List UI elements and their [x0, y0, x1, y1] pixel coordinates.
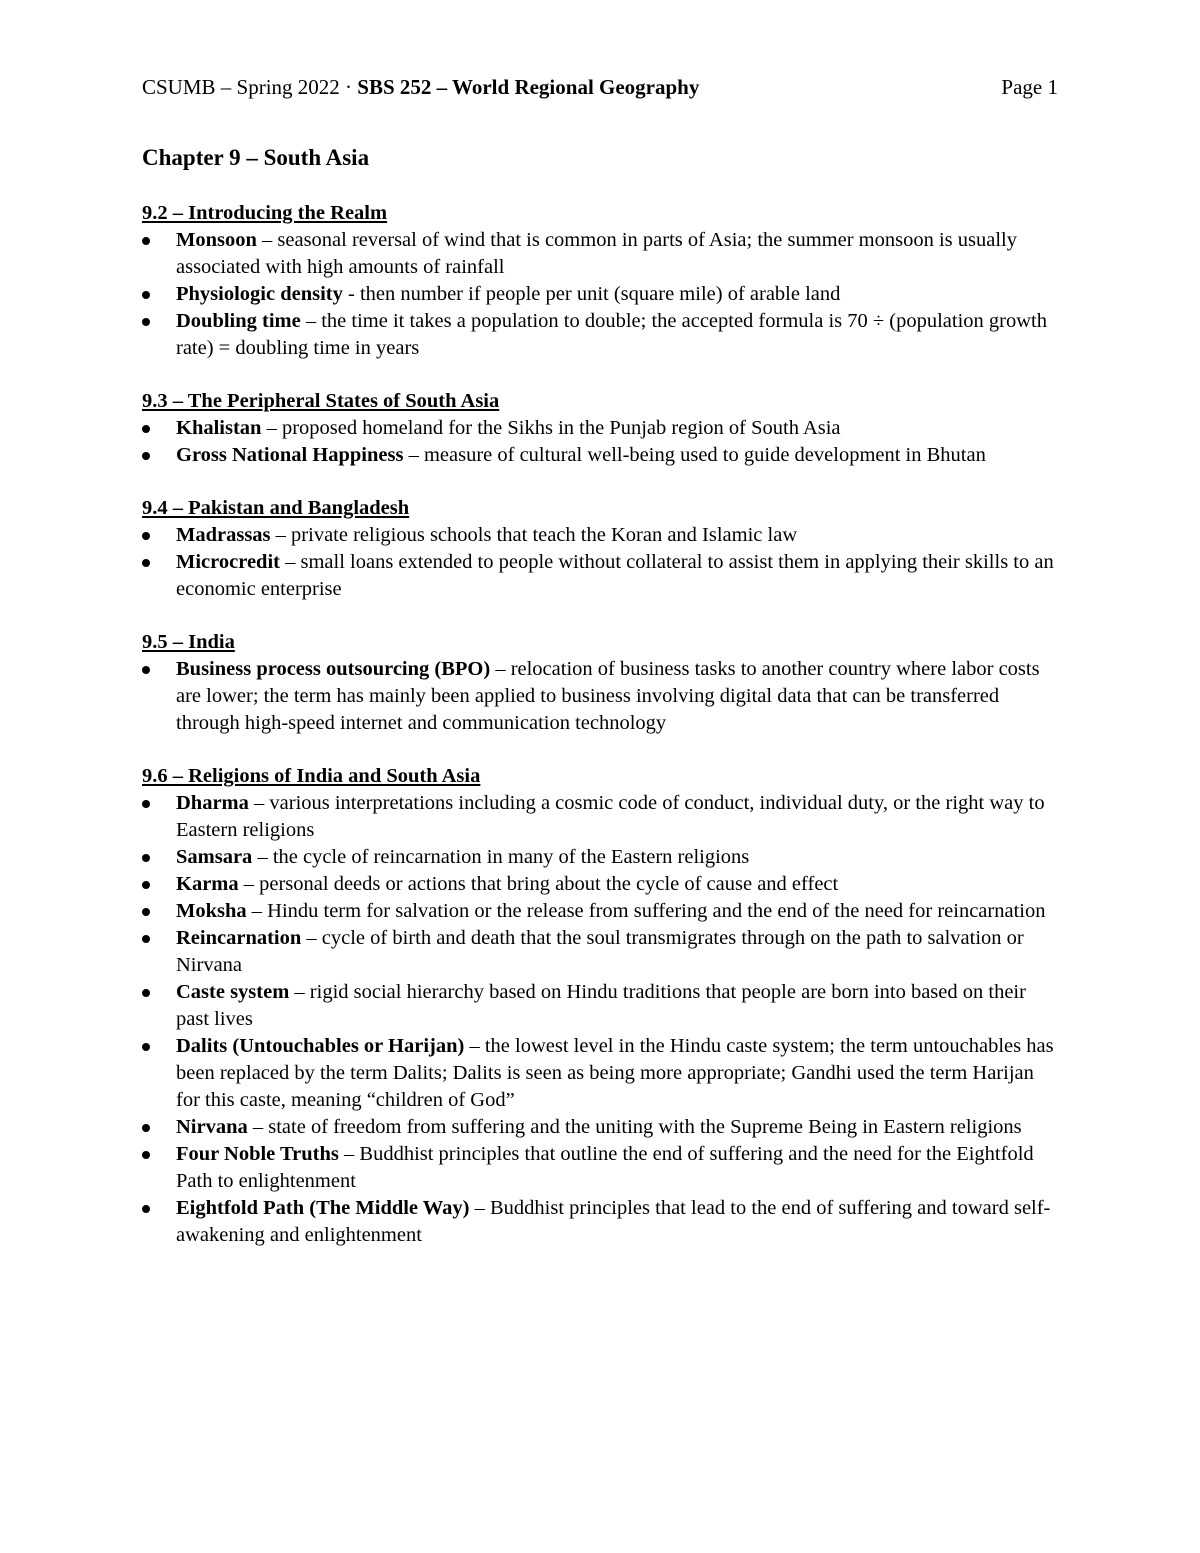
term-name: Monsoon [176, 229, 257, 251]
term-definition: – relocation of business tasks to another country where labor costs are lower; the term has mainly been applied to business involving digital data that can be transferred through high-speed internet and communication technology [176, 658, 1040, 734]
term-definition: – rigid social hierarchy based on Hindu traditions that people are born into based on their past lives [176, 981, 1026, 1030]
term-name: Reincarnation [176, 927, 302, 949]
term-definition: – the lowest level in the Hindu caste system; the term untouchables has been replaced by the term Dalits; Dalits is seen as being more appropriate; Gandhi used the term Harijan for this caste, meaning “children of God” [176, 1035, 1054, 1111]
term-name: Business process outsourcing (BPO) [176, 658, 491, 680]
term-list [142, 415, 1058, 469]
bullet-icon [142, 559, 150, 567]
term-definition: – Hindu term for salvation or the release from suffering and the end of the need for reincarnation [246, 900, 1046, 922]
bullet-icon [142, 908, 150, 916]
list-item [142, 925, 1058, 979]
list-item [142, 1033, 1058, 1114]
list-item [142, 979, 1058, 1033]
bullet-icon [142, 881, 150, 889]
term-name: Khalistan [176, 417, 262, 439]
list-item [142, 415, 1058, 442]
section [142, 763, 1058, 1249]
term-name: Eightfold Path (The Middle Way) [176, 1197, 470, 1219]
list-item [142, 1114, 1058, 1141]
term-definition: – various interpretations including a cosmic code of conduct, individual duty, or the right way to Eastern religions [176, 792, 1045, 841]
section-heading: 9.3 – The Peripheral States of South Asia [142, 390, 500, 412]
course-prefix: CSUMB – Spring 2022 · [142, 75, 358, 99]
section-heading: 9.6 – Religions of India and South Asia [142, 765, 481, 787]
bullet-icon [142, 1043, 150, 1051]
term-name: Physiologic density [176, 283, 343, 305]
list-item [142, 549, 1058, 603]
bullet-icon [142, 935, 150, 943]
term-definition: – seasonal reversal of wind that is common in parts of Asia; the summer monsoon is usually associated with high amounts of rainfall [176, 229, 1017, 278]
term-definition: – cycle of birth and death that the soul transmigrates through on the path to salvation or Nirvana [176, 927, 1024, 976]
term-name: Caste system [176, 981, 290, 1003]
course-title: SBS 252 – World Regional Geography [357, 75, 700, 99]
list-item [142, 790, 1058, 844]
bullet-icon [142, 318, 150, 326]
list-item [142, 227, 1058, 281]
bullet-icon [142, 291, 150, 299]
list-item [142, 656, 1058, 737]
list-item [142, 1195, 1058, 1249]
list-item [142, 1141, 1058, 1195]
list-item [142, 844, 1058, 871]
bullet-icon [142, 237, 150, 245]
term-name: Gross National Happiness [176, 444, 404, 466]
list-item [142, 898, 1058, 925]
term-name: Four Noble Truths [176, 1143, 339, 1165]
bullet-icon [142, 1124, 150, 1132]
term-definition: – small loans extended to people without collateral to assist them in applying their skills to an economic enterprise [176, 551, 1054, 600]
list-item [142, 522, 1058, 549]
term-definition: – the time it takes a population to double; the accepted formula is 70 ÷ (population growth rate) = doubling time in years [176, 310, 1047, 359]
term-definition: – the cycle of reincarnation in many of the Eastern religions [252, 846, 750, 868]
page-number: Page 1 [1001, 75, 1058, 99]
chapter-title: Chapter 9 – South Asia [142, 145, 370, 170]
list-item [142, 281, 1058, 308]
bullet-icon [142, 989, 150, 997]
page-header [142, 72, 1058, 102]
term-name: Dharma [176, 792, 249, 814]
term-name: Madrassas [176, 524, 271, 546]
document-body [142, 140, 1058, 1275]
term-list [142, 522, 1058, 603]
bullet-icon [142, 425, 150, 433]
bullet-icon [142, 532, 150, 540]
section [142, 629, 1058, 737]
term-definition: - then number if people per unit (square mile) of arable land [342, 283, 841, 305]
course-line [142, 72, 699, 102]
term-definition: – personal deeds or actions that bring about the cycle of cause and effect [238, 873, 839, 895]
term-name: Dalits (Untouchables or Harijan) [176, 1035, 465, 1057]
bullet-icon [142, 800, 150, 808]
term-name: Doubling time [176, 310, 301, 332]
sections-container [142, 200, 1058, 1249]
section [142, 200, 1058, 362]
list-item [142, 442, 1058, 469]
term-name: Moksha [176, 900, 247, 922]
bullet-icon [142, 1205, 150, 1213]
section-heading: 9.5 – India [142, 631, 235, 653]
section-heading: 9.2 – Introducing the Realm [142, 202, 388, 224]
section-heading: 9.4 – Pakistan and Bangladesh [142, 497, 410, 519]
term-name: Microcredit [176, 551, 280, 573]
list-item [142, 308, 1058, 362]
term-definition: – measure of cultural well-being used to guide development in Bhutan [403, 444, 986, 466]
term-name: Karma [176, 873, 239, 895]
term-definition: – Buddhist principles that outline the end of suffering and the need for the Eightfold Path to enlightenment [176, 1143, 1034, 1192]
term-definition: – private religious schools that teach the Koran and Islamic law [270, 524, 798, 546]
section [142, 388, 1058, 469]
term-name: Nirvana [176, 1116, 248, 1138]
term-definition: – Buddhist principles that lead to the end of suffering and toward self-awakening and enlightenment [176, 1197, 1051, 1246]
term-list [142, 790, 1058, 1249]
term-definition: – proposed homeland for the Sikhs in the Punjab region of South Asia [261, 417, 841, 439]
term-list [142, 227, 1058, 362]
bullet-icon [142, 1151, 150, 1159]
term-definition: – state of freedom from suffering and the uniting with the Supreme Being in Eastern religions [247, 1116, 1022, 1138]
bullet-icon [142, 854, 150, 862]
bullet-icon [142, 666, 150, 674]
list-item [142, 871, 1058, 898]
term-list [142, 656, 1058, 737]
bullet-icon [142, 452, 150, 460]
term-name: Samsara [176, 846, 253, 868]
section [142, 495, 1058, 603]
